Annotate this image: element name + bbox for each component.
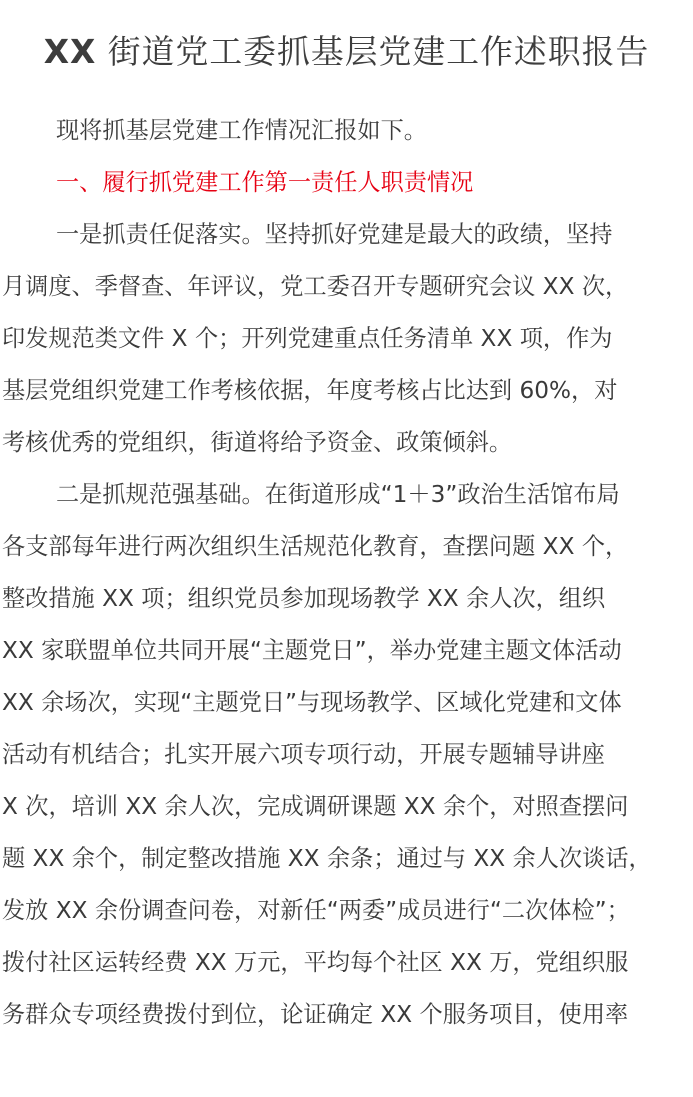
body-line: 发放 XX 余份调查问卷，对新任“两委”成员进行“二次体检”； [2, 897, 630, 924]
body-line: 整改措施 XX 项；组织党员参加现场教学 XX 余人次，组织 [2, 585, 606, 612]
body-line: 拨付社区运转经费 XX 万元，平均每个社区 XX 万，党组织服 [2, 949, 629, 976]
body-line: 考核优秀的党组织，街道将给予资金、政策倾斜。 [2, 429, 513, 456]
body-line: XX 余场次，实现“主题党日”与现场教学、区域化党建和文体 [2, 689, 622, 716]
body-line: 题 XX 余个，制定整改措施 XX 余条；通过与 XX 余人次谈话， [2, 845, 652, 872]
section-heading: 一、履行抓党建工作第一责任人职责情况 [56, 169, 474, 196]
title-text: 街道党工委抓基层党建工作述职报告 [96, 33, 650, 71]
body-line: 务群众专项经费拨付到位，论证确定 XX 个服务项目，使用率 [2, 1001, 629, 1028]
document-title [0, 30, 693, 74]
body-line: 月调度、季督查、年评议，党工委召开专题研究会议 XX 次， [2, 273, 629, 300]
body-line: 基层党组织党建工作考核依据，年度考核占比达到 60%，对 [2, 377, 618, 404]
body-line: 活动有机结合；扎实开展六项专项行动，开展专题辅导讲座 [2, 741, 605, 768]
title-prefix: XX [43, 33, 97, 71]
intro-paragraph: 现将抓基层党建工作情况汇报如下。 [56, 117, 427, 144]
body-line: 印发规范类文件 X 个；开列党建重点任务清单 XX 项，作为 [2, 325, 613, 352]
body-line: 一是抓责任促落实。坚持抓好党建是最大的政绩，坚持 [56, 221, 613, 248]
body-line: XX 家联盟单位共同开展“主题党日”，举办党建主题文体活动 [2, 637, 622, 664]
body-line: 各支部每年进行两次组织生活规范化教育，查摆问题 XX 个， [2, 533, 629, 560]
body-line: X 次，培训 XX 余人次，完成调研课题 XX 余个，对照查摆问 [2, 793, 629, 820]
body-line: 二是抓规范强基础。在街道形成“1＋3”政治生活馆布局 [56, 481, 620, 508]
